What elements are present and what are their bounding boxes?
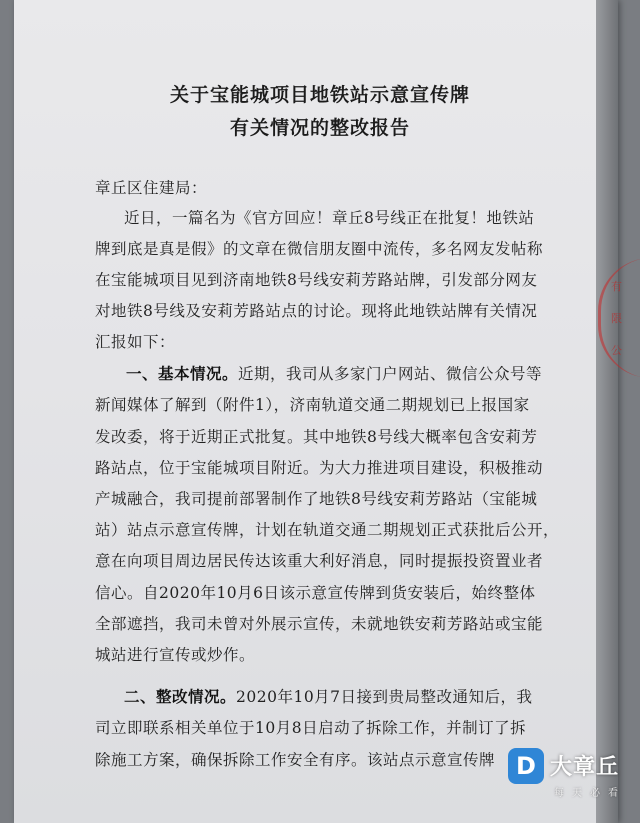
section1-line-8: 信心。自2020年10月6日该示意宣传牌到货安装后，始终整体 xyxy=(95,584,536,602)
section1-line-6: 站）站点示意宣传牌，计划在轨道交通二期规划正式获批后公开， xyxy=(95,521,560,539)
section1-line-2: 新闻媒体了解到（附件1），济南轨道交通二期规划已上报国家 xyxy=(95,396,530,414)
intro-line-1: 近日，一篇名为《官方回应！章丘8号线正在批复！地铁站 xyxy=(124,209,535,227)
document-title-line1: 关于宝能城项目地铁站示意宣传牌 xyxy=(169,84,470,106)
section2-line-3: 除施工方案，确保拆除工作安全有序。该站点示意宣传牌 xyxy=(95,751,496,769)
watermark-slogan: 每天必看 xyxy=(554,788,626,799)
section1-line-10: 城站进行宣传或炒作。 xyxy=(95,646,256,664)
section1-line-9: 全部遮挡，我司未曾对外展示宣传，未就地铁安莉芳路站或宝能 xyxy=(95,615,544,633)
intro-line-2: 牌到底是真是假》的文章在微信朋友圈中流传，多名网友发帖称 xyxy=(95,240,544,258)
section2-first-line xyxy=(124,685,533,707)
section2-line-1: 2020年10月7日接到贵局整改通知后，我 xyxy=(236,688,533,706)
section2-heading: 二、整改情况。 xyxy=(124,687,237,706)
intro-line-4: 对地铁8号线及安莉芳路站点的讨论。现将此地铁站牌有关情况 xyxy=(95,302,538,320)
section1-line-3: 发改委，将于近期正式批复。其中地铁8号线大概率包含安莉芳 xyxy=(95,428,538,446)
intro-line-3: 在宝能城项目见到济南地铁8号线安莉芳路站牌，引发部分网友 xyxy=(95,271,538,289)
section1-heading: 一、基本情况。 xyxy=(126,364,239,383)
recipient: 章丘区住建局： xyxy=(95,179,208,197)
section1-line-1: 近期，我司从多家门户网站、微信公众号等 xyxy=(238,365,543,383)
intro-line-5: 汇报如下： xyxy=(95,333,176,351)
brand-d-icon: D xyxy=(508,748,544,784)
watermark-logo xyxy=(508,748,632,804)
section1-line-5: 产城融合，我司提前部署制作了地铁8号线安莉芳路站（宝能城 xyxy=(95,490,538,508)
section2-line-2: 司立即联系相关单位于10月8日启动了拆除工作，并制订了拆 xyxy=(95,719,527,737)
section1-first-line xyxy=(126,362,542,384)
watermark-brand: 大章丘 xyxy=(550,755,620,780)
section1-line-4: 路站点，位于宝能城项目附近。为大力推进项目建设，积极推动 xyxy=(95,459,544,477)
section1-line-7: 意在向项目周边居民传达该重大利好消息，同时提振投资置业者 xyxy=(95,552,544,570)
document-title-line2: 有关情况的整改报告 xyxy=(229,117,410,139)
red-seal-stamp: 有 限 公 xyxy=(598,258,640,378)
